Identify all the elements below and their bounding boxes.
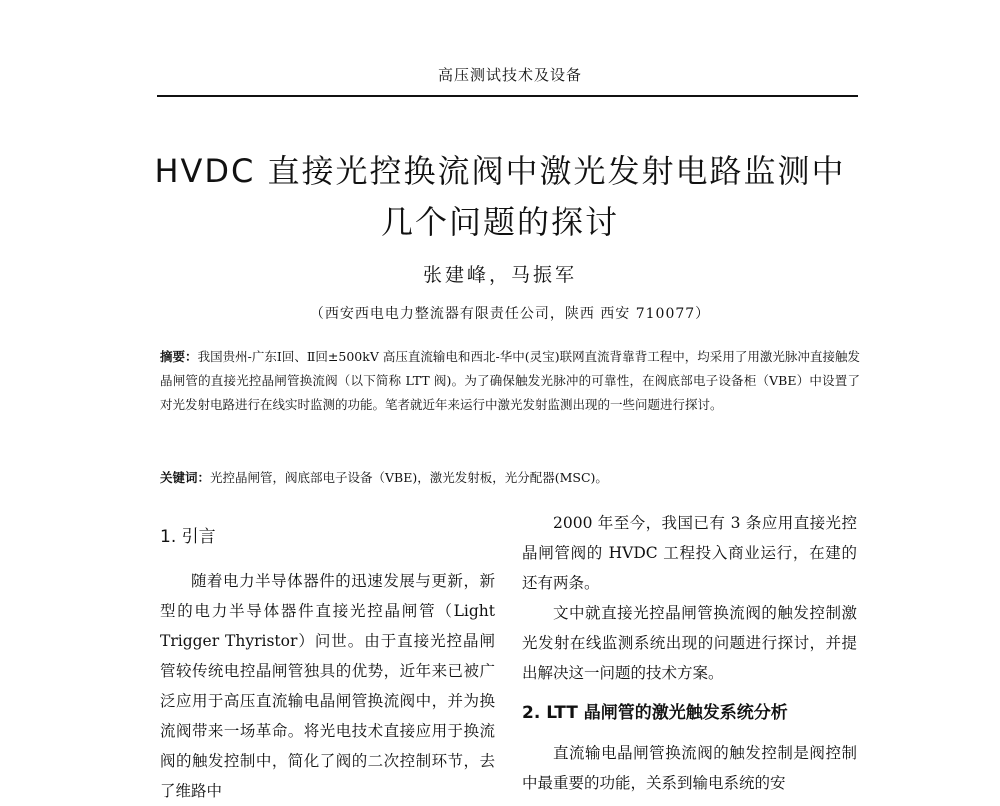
- right-paragraph-3: 直流输电晶闸管换流阀的触发控制是阀控制中最重要的功能，关系到输电系统的安: [522, 744, 857, 792]
- right-paragraph-1: 2000 年至今，我国已有 3 条应用直接光控晶闸管阀的 HVDC 工程投入商业运行，在建的还有两条。: [522, 514, 857, 592]
- keywords-text: 光控晶闸管，阀底部电子设备（VBE)，激光发射板，光分配器(MSC)。: [210, 470, 608, 485]
- left-paragraph-1: 随着电力半导体器件的迅速发展与更新，新型的电力半导体器件直接光控晶闸管（Light Trigger Thyristor）问世。由于直接光控晶闸管较传统电控晶闸管独具的优势，近年来已被广泛应用于高压直流输电晶闸管换流阀中，并为换流阀带来一场革命。将光电技术直接应用于换流阀的触发控制中，简化了阀的二次控制环节，去了维路中: [160, 572, 495, 800]
- right-column: [522, 508, 857, 798]
- section-1-heading: 1. 引言: [160, 527, 216, 547]
- right-paragraph-2: 文中就直接光控晶闸管换流阀的触发控制激光发射在线监测系统出现的问题进行探讨，并提出解决这一问题的技术方案。: [522, 604, 857, 682]
- journal-section-header: 高压测试技术及设备: [437, 66, 582, 84]
- authors: 张建峰，马振军: [422, 264, 577, 286]
- section-2-heading: 2. LTT 晶闸管的激光触发系统分析: [522, 703, 788, 723]
- left-column: [160, 508, 495, 806]
- keywords-label: 关键词：: [160, 470, 211, 485]
- header-rule: [157, 95, 858, 97]
- paper-title-line-2: 几个问题的探讨: [380, 203, 619, 241]
- abstract: [160, 345, 860, 417]
- abstract-text: 我国贵州-广东Ⅰ回、Ⅱ回±500kV 高压直流输电和西北-华中(灵宝)联网直流背靠背工程中，均采用了用激光脉冲直接触发晶闸管的直接光控晶闸管换流阀（以下简称 LTT 阀)。为了确保触发光脉冲的可靠性，在阀底部电子设备柜（VBE）中设置了对光发射电路进行在线实时监测的功能。笔者就近年来运行中激光发射监测出现的一些问题进行探讨。: [160, 349, 860, 412]
- paper-title-line-1: HVDC 直接光控换流阀中激光发射电路监测中: [154, 152, 846, 190]
- keywords: [160, 468, 860, 486]
- abstract-label: 摘要：: [160, 349, 198, 364]
- affiliation: （西安西电电力整流器有限责任公司，陕西 西安 710077）: [309, 306, 711, 322]
